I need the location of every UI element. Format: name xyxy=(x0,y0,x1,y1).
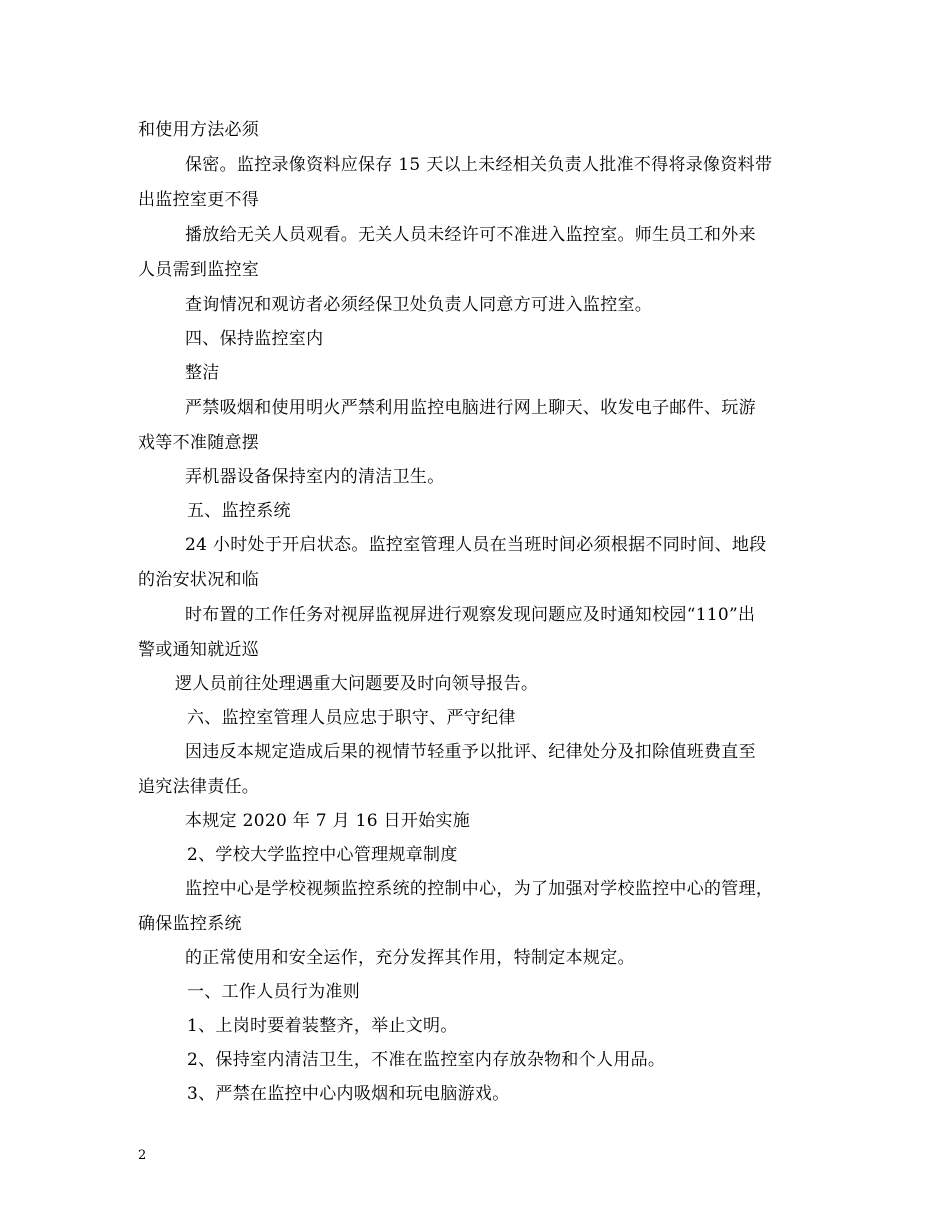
text-line: 戏等不准随意摆 xyxy=(138,433,260,453)
section-heading: 四、保持监控室内 xyxy=(185,329,324,349)
page-number: 2 xyxy=(138,1148,147,1163)
text-line: 的正常使用和安全运作，充分发挥其作用，特制定本规定。 xyxy=(185,948,635,968)
section-heading: 六、监控室管理人员应忠于职守、严守纪律 xyxy=(187,708,516,728)
text-line: 本规定 2020 年 7 月 16 日开始实施 xyxy=(185,811,471,831)
text-line: 查询情况和观访者必须经保卫处负责人同意方可进入监控室。 xyxy=(185,295,653,315)
text-line: 弄机器设备保持室内的清洁卫生。 xyxy=(185,467,445,487)
text-line: 警或通知就近巡 xyxy=(138,640,260,660)
list-item: 3、严禁在监控中心内吸烟和玩电脑游戏。 xyxy=(187,1084,510,1104)
list-item: 1、上岗时要着装整齐，举止文明。 xyxy=(187,1016,458,1036)
text-line: 时布置的工作任务对视屏监视屏进行观察发现问题应及时通知校园“110”出 xyxy=(185,605,756,625)
list-item: 2、保持室内清洁卫生，不准在监控室内存放杂物和个人用品。 xyxy=(187,1050,666,1070)
text-line: 监控中心是学校视频监控系统的控制中心，为了加强对学校监控中心的管理， xyxy=(185,879,774,899)
text-line: 严禁吸烟和使用明火严禁利用监控电脑进行网上聊天、收发电子邮件、玩游 xyxy=(185,398,756,418)
text-line: 播放给无关人员观看。无关人员未经许可不准进入监控室。师生员工和外来 xyxy=(185,225,756,245)
text-line: 整洁 xyxy=(185,363,220,383)
text-line: 人员需到监控室 xyxy=(138,260,260,280)
text-line: 的治安状况和临 xyxy=(138,570,260,590)
text-line: 逻人员前往处理遇重大问题要及时向领导报告。 xyxy=(175,674,539,694)
section-heading: 2、学校大学监控中心管理规章制度 xyxy=(187,845,458,865)
text-line: 保密。监控录像资料应保存 15 天以上未经相关负责人批准不得将录像资料带 xyxy=(185,155,773,175)
text-line: 出监控室更不得 xyxy=(138,190,260,210)
text-line: 和使用方法必须 xyxy=(138,120,260,140)
section-heading: 五、监控系统 xyxy=(187,501,291,521)
text-line: 24 小时处于开启状态。监控室管理人员在当班时间必须根据不同时间、地段 xyxy=(185,535,767,555)
text-line: 因违反本规定造成后果的视情节轻重予以批评、纪律处分及扣除值班费直至 xyxy=(185,742,756,762)
section-heading: 一、工作人员行为准则 xyxy=(187,982,360,1002)
text-line: 确保监控系统 xyxy=(138,914,242,934)
text-line: 追究法律责任。 xyxy=(138,777,260,797)
